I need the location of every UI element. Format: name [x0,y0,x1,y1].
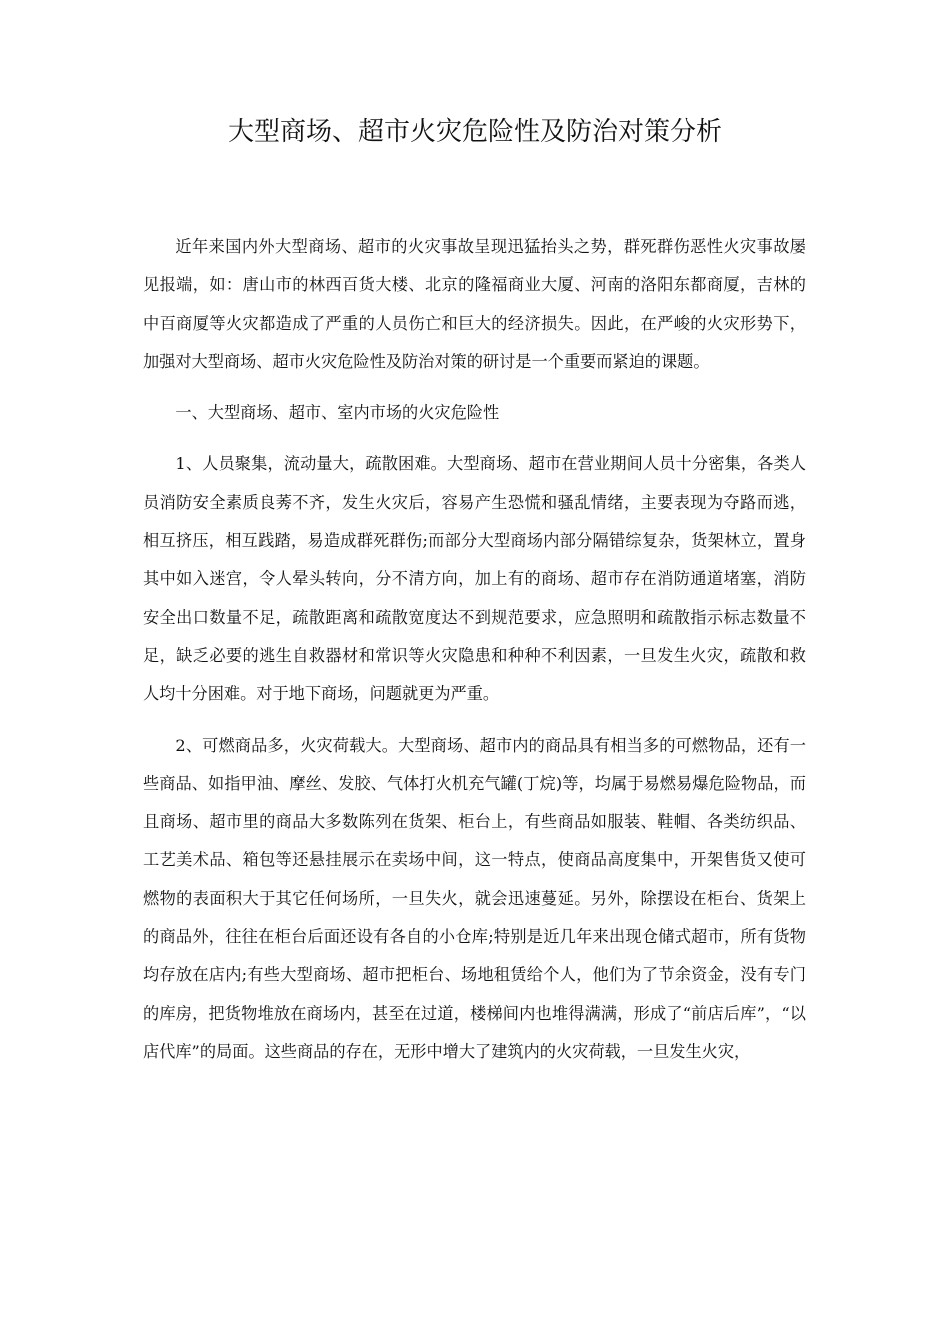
point-2-paragraph: 2、可燃商品多，火灾荷载大。大型商场、超市内的商品具有相当多的可燃物品，还有一些商品、如指甲油、摩丝、发胶、气体打火机充气罐(丁烷)等，均属于易燃易爆危险物品，而且商场、超市里的商品大多数陈列在货架、柜台上，有些商品如服装、鞋帽、各类纺织品、工艺美术品、箱包等还悬挂展示在卖场中间，这一特点，使商品高度集中，开架售货又使可燃物的表面积大于其它任何场所，一旦失火，就会迅速蔓延。另外，除摆设在柜台、货架上的商品外，往往在柜台后面还设有各自的小仓库;特别是近几年来出现仓储式超市，所有货物均存放在店内;有些大型商场、超市把柜台、场地租赁给个人，他们为了节余资金，没有专门的库房，把货物堆放在商场内，甚至在过道，楼梯间内也堆得满满，形成了“前店后库”，“以店代库”的局面。这些商品的存在，无形中增大了建筑内的火灾荷载，一旦发生火灾， [143,735,806,1061]
paragraph-gap [143,381,806,394]
intro-paragraph: 近年来国内外大型商场、超市的火灾事故呈现迅猛抬头之势，群死群伤恶性火灾事故屡见报端，如：唐山市的林西百货大楼、北京的隆福商业大厦、河南的洛阳东都商厦，吉林的中百商厦等火灾都造成了严重的人员伤亡和巨大的经济损失。因此，在严峻的火灾形势下，加强对大型商场、超市火灾危险性及防治对策的研讨是一个重要而紧迫的课题。 [143,237,806,371]
section-heading: 一、大型商场、超市、室内市场的火灾危险性 [175,403,500,423]
document-title: 大型商场、超市火灾危险性及防治对策分析 [227,117,722,147]
document-body [143,228,806,1071]
paragraph-gap [143,432,806,445]
point-1-paragraph: 1、人员聚集，流动量大，疏散困难。大型商场、超市在营业期间人员十分密集，各类人员消防安全素质良莠不齐，发生火灾后，容易产生恐慌和骚乱情绪，主要表现为夺路而逃，相互挤压，相互践踏，易造成群死群伤;而部分大型商场内部分隔错综复杂，货架林立，置身其中如入迷宫，令人晕头转向，分不清方向，加上有的商场、超市存在消防通道堵塞，消防安全出口数量不足，疏散距离和疏散宽度达不到规范要求，应急照明和疏散指示标志数量不足，缺乏必要的逃生自救器材和常识等火灾隐患和种种不利因素，一旦发生火灾，疏散和救人均十分困难。对于地下商场，问题就更为严重。 [143,454,806,704]
paragraph-gap [143,714,806,727]
